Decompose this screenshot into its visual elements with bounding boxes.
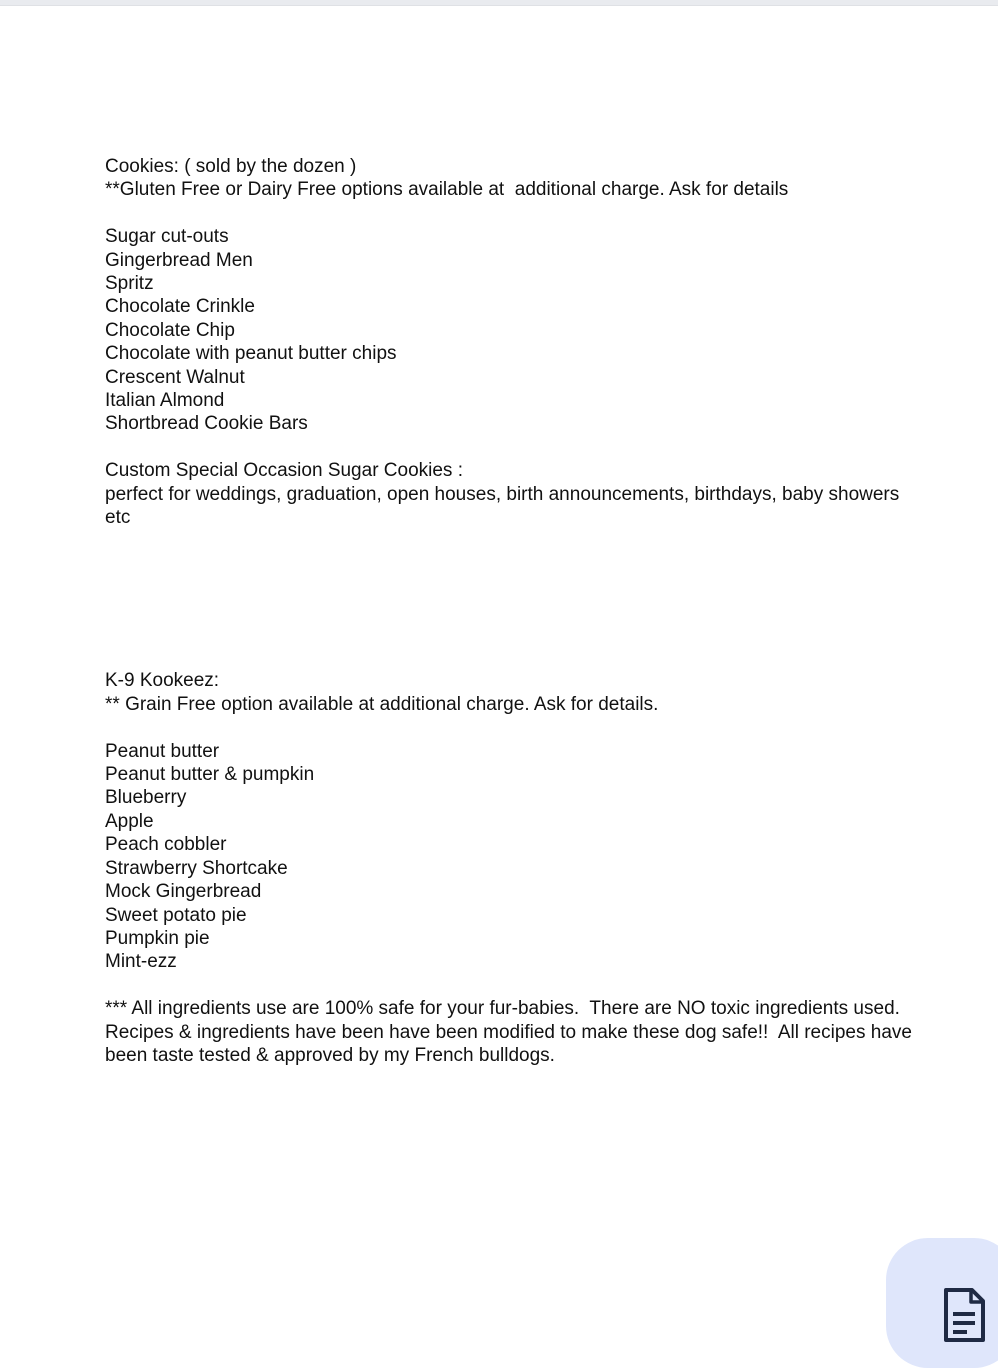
document-page xyxy=(105,155,925,1067)
cookies-list xyxy=(105,225,925,436)
k9-note: ** Grain Free option available at additional charge. Ask for details. xyxy=(105,693,659,715)
k9-heading: K-9 Kookeez: xyxy=(105,670,220,692)
cookie-item: Spritz xyxy=(105,273,154,295)
k9-item: Sweet potato pie xyxy=(105,904,247,926)
k9-item: Apple xyxy=(105,810,154,832)
document-icon xyxy=(942,1288,986,1344)
cookie-item: Gingerbread Men xyxy=(105,249,253,271)
blank-line xyxy=(105,436,925,459)
custom-cookies-description: perfect for weddings, graduation, open houses, birth announcements, birthdays, baby showers etc xyxy=(105,483,905,529)
cookie-item: Chocolate Chip xyxy=(105,319,235,341)
cookie-item: Chocolate with peanut butter chips xyxy=(105,343,397,365)
cookies-note: **Gluten Free or Dairy Free options available at additional charge. Ask for details xyxy=(105,179,789,201)
k9-item: Peach cobbler xyxy=(105,834,227,856)
top-toolbar-edge xyxy=(0,0,998,6)
cookie-item: Sugar cut-outs xyxy=(105,226,229,248)
k9-list xyxy=(105,740,925,974)
blank-line xyxy=(105,974,925,997)
k9-disclaimer: *** All ingredients use are 100% safe for your fur-babies. There are NO toxic ingredients used. Recipes & ingredients have been have been modified to make these dog safe!! All recipes have been taste tested & approved by my French bulldogs. xyxy=(105,998,918,1066)
cookie-item: Shortbread Cookie Bars xyxy=(105,413,308,435)
cookies-heading: Cookies: ( sold by the dozen ) xyxy=(105,156,357,177)
blank-line xyxy=(105,202,925,225)
cookie-item: Crescent Walnut xyxy=(105,366,245,388)
k9-item: Mint-ezz xyxy=(105,951,177,973)
k9-item: Strawberry Shortcake xyxy=(105,857,288,879)
custom-cookies-heading: Custom Special Occasion Sugar Cookies : xyxy=(105,460,463,482)
document-outline-button[interactable] xyxy=(886,1238,998,1368)
k9-item: Blueberry xyxy=(105,787,187,809)
cookie-item: Chocolate Crinkle xyxy=(105,296,255,318)
k9-item: Mock Gingerbread xyxy=(105,881,262,903)
section-gap xyxy=(105,529,925,669)
k9-item: Pumpkin pie xyxy=(105,927,210,949)
k9-item: Peanut butter xyxy=(105,740,220,762)
k9-item: Peanut butter & pumpkin xyxy=(105,764,315,786)
blank-line xyxy=(105,716,925,739)
cookie-item: Italian Almond xyxy=(105,390,225,412)
